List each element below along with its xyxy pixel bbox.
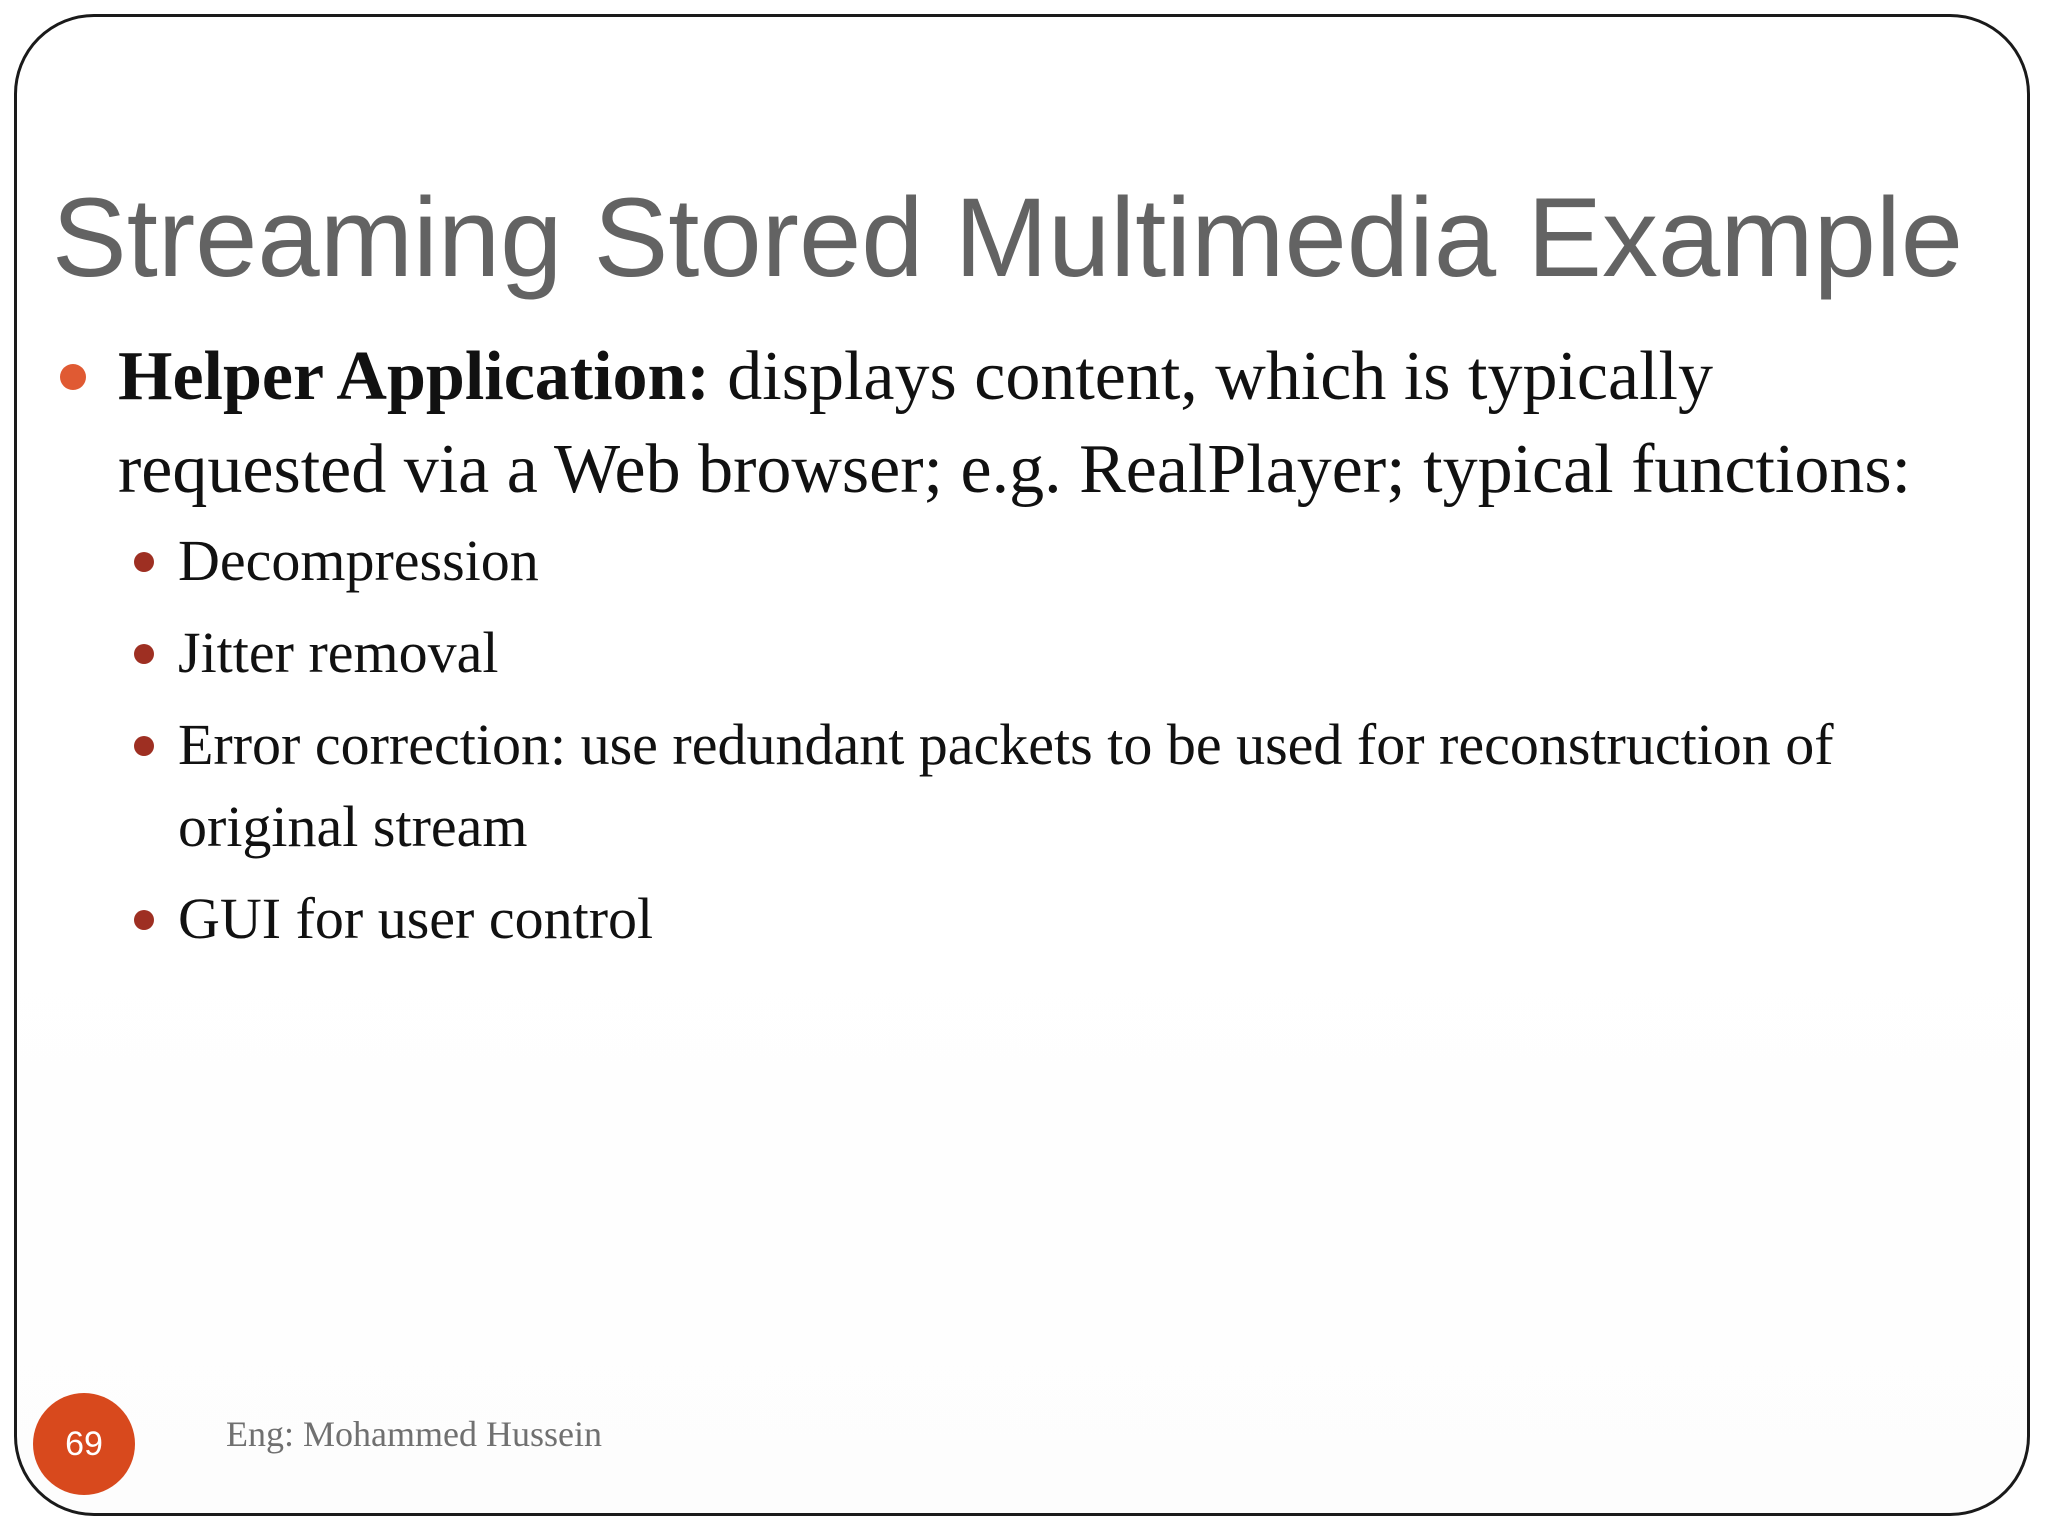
- slide-title: Streaming Stored Multimedia Example: [52, 175, 1964, 300]
- sub-bullet-text: Decompression: [178, 528, 539, 593]
- sub-bullet-dot-icon: [134, 644, 154, 664]
- bullet-lead: Helper Application:: [118, 338, 710, 415]
- sub-bullet-item: [178, 520, 1918, 602]
- sub-bullet-list: [0, 520, 2048, 960]
- sub-bullet-item: [178, 878, 1918, 960]
- slide-content: [0, 330, 2048, 970]
- page-number-badge: 69: [33, 1393, 135, 1495]
- sub-bullet-item: [178, 704, 1918, 868]
- bullet-text: displays content, which is typically requested via a Web browser; e.g. RealPlayer; typical functions:: [118, 338, 1912, 508]
- footer-author: Eng: Mohammed Hussein: [226, 1414, 602, 1454]
- bullet-dot-icon: [60, 364, 86, 390]
- sub-bullet-item: [178, 612, 1918, 694]
- sub-bullet-dot-icon: [134, 910, 154, 930]
- sub-bullet-dot-icon: [134, 552, 154, 572]
- sub-bullet-text: Error correction: use redundant packets to be used for reconstruction of original stream: [178, 712, 1834, 859]
- sub-bullet-dot-icon: [134, 736, 154, 756]
- sub-bullet-text: Jitter removal: [178, 620, 499, 685]
- main-bullet: [118, 330, 1938, 516]
- sub-bullet-text: GUI for user control: [178, 886, 654, 951]
